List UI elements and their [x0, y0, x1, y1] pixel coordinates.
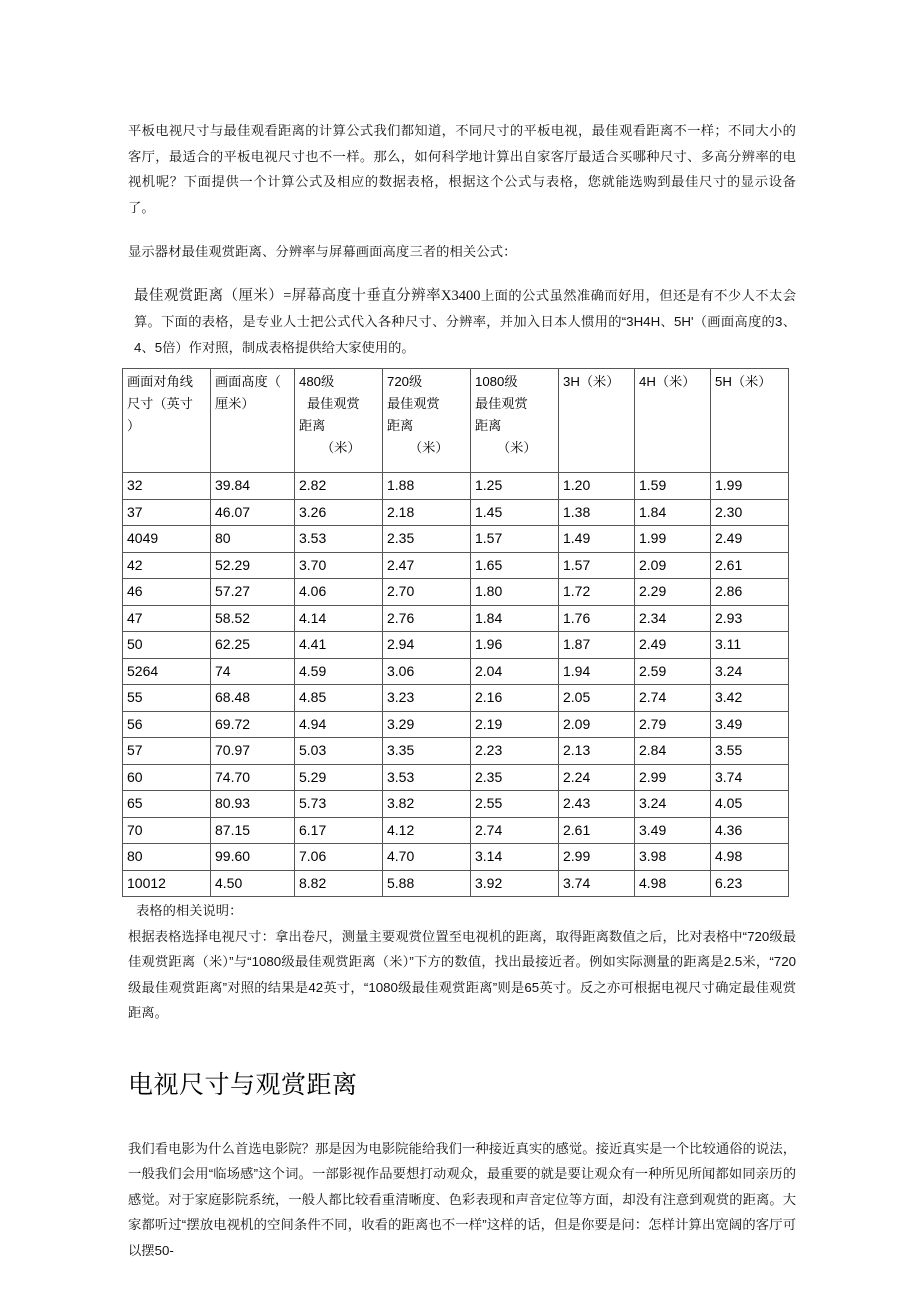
table-cell: 4049: [123, 526, 211, 553]
table-cell: 5264: [123, 658, 211, 685]
table-cell: 60: [123, 764, 211, 791]
table-column-header-line: （米）: [497, 440, 537, 455]
table-cell: 1.57: [471, 526, 559, 553]
table-cell: 4.06: [295, 579, 383, 606]
table-cell: 5.88: [383, 870, 471, 897]
table-cell: 2.24: [559, 764, 635, 791]
table-column-header: [635, 369, 711, 473]
table-cell: 1.45: [471, 499, 559, 526]
table-cell: 57.27: [211, 579, 295, 606]
table-row: [123, 738, 789, 765]
table-cell: 2.30: [711, 499, 789, 526]
table-column-header: [383, 369, 471, 473]
table-cell: 37: [123, 499, 211, 526]
table-cell: 2.74: [635, 685, 711, 712]
table-cell: 3.82: [383, 791, 471, 818]
table-cell: 46.07: [211, 499, 295, 526]
table-column-header-line: 距离: [475, 418, 502, 433]
table-column-header-line: 最佳观赏: [387, 396, 440, 411]
table-cell: 2.19: [471, 711, 559, 738]
table-cell: 3.53: [295, 526, 383, 553]
table-row: [123, 844, 789, 871]
table-cell: 10012: [123, 870, 211, 897]
table-cell: 2.79: [635, 711, 711, 738]
table-cell: 3.49: [711, 711, 789, 738]
table-cell: 1.99: [711, 473, 789, 500]
table-cell: 2.84: [635, 738, 711, 765]
table-cell: 1.88: [383, 473, 471, 500]
table-column-header: [471, 369, 559, 473]
table-cell: 3.29: [383, 711, 471, 738]
table-cell: 2.34: [635, 605, 711, 632]
table-cell: 2.23: [471, 738, 559, 765]
table-column-header-line: 画面髙度（: [215, 374, 281, 389]
table-cell: 4.36: [711, 817, 789, 844]
table-column-header-line: ）: [127, 418, 141, 433]
table-cell: 4.12: [383, 817, 471, 844]
table-cell: 2.74: [471, 817, 559, 844]
intro-paragraph-2: 显示器材最佳观赏距离、分辨率与屏幕画面高度三者的相关公式：: [128, 244, 517, 259]
table-row: [123, 632, 789, 659]
table-cell: 4.14: [295, 605, 383, 632]
table-column-header-line: 3H（米）: [563, 374, 620, 389]
table-column-header-line: 4H（米）: [639, 374, 696, 389]
table-row: [123, 658, 789, 685]
table-cell: 87.15: [211, 817, 295, 844]
table-column-header: [211, 369, 295, 473]
table-cell: 2.99: [635, 764, 711, 791]
table-cell: 2.86: [711, 579, 789, 606]
table-cell: 47: [123, 605, 211, 632]
formula-explanation: 上面的公式虽然准确而好用，但还是有不少人不太会算。下面的表格，是专业人士把公式代入各种尺寸、分辨率，并加入日本人惯用的“3H4H、5H'（画面高度的3、4、5倍）作对照，制成表格提供给大家使用的。: [134, 287, 796, 355]
table-cell: 1.76: [559, 605, 635, 632]
table-cell: 2.94: [383, 632, 471, 659]
table-cell: 3.55: [711, 738, 789, 765]
table-column-header: [295, 369, 383, 473]
table-cell: 5.73: [295, 791, 383, 818]
table-cell: 2.29: [635, 579, 711, 606]
table-cell: 3.23: [383, 685, 471, 712]
table-cell: 2.55: [471, 791, 559, 818]
table-cell: 39.84: [211, 473, 295, 500]
table-cell: 2.13: [559, 738, 635, 765]
table-cell: 4.50: [211, 870, 295, 897]
table-row: [123, 870, 789, 897]
table-column-header-line: 最佳观赏: [475, 396, 528, 411]
table-cell: 4.98: [635, 870, 711, 897]
intro-paragraph-1: 平板电视尺寸与最佳观看距离的计算公式我们都知道，不同尺寸的平板电视，最佳观看距离不一样；不同大小的客厅，最适合的平板电视尺寸也不一样。那么，如何科学地计算出自家客厅最适合买哪种尺寸、多高分辨率的电视机呢？下面提供一个计算公式及相应的数据表格，根据这个公式与表格，您就能选购到最佳尺寸的显示设备了。: [128, 123, 796, 215]
table-cell: 3.42: [711, 685, 789, 712]
section-paragraph: 我们看电影为什么首选电影院？那是因为电影院能给我们一种接近真实的感觉。接近真实是一个比较通俗的说法，一般我们会用“临场感”这个词。一部影视作品要想打动观众，最重要的就是要让观众有一种所见所闻都如同亲历的感觉。对于家庭影院系统，一般人都比较看重清晰度、色彩表现和声音定位等方面，却没有注意到观赏的距离。大家都听过“摆放电视机的空间条件不同，收看的距离也不一样”这样的话，但是你要是问：怎样计算出宽阔的客厅可以摆50-: [128, 1140, 796, 1258]
table-header-row: [123, 369, 789, 473]
table-cell: 3.24: [635, 791, 711, 818]
table-cell: 50: [123, 632, 211, 659]
table-column-header-line: 尺寸（英寸: [127, 396, 193, 411]
table-row: [123, 499, 789, 526]
table-cell: 1.84: [471, 605, 559, 632]
table-row: [123, 526, 789, 553]
table-cell: 3.24: [711, 658, 789, 685]
table-note-heading: 表格的相关说明：: [136, 903, 243, 918]
table-cell: 7.06: [295, 844, 383, 871]
table-column-header: [123, 369, 211, 473]
table-cell: 2.76: [383, 605, 471, 632]
table-cell: 1.94: [559, 658, 635, 685]
table-cell: 1.20: [559, 473, 635, 500]
table-row: [123, 579, 789, 606]
table-cell: 2.70: [383, 579, 471, 606]
table-cell: 3.53: [383, 764, 471, 791]
table-cell: 1.99: [635, 526, 711, 553]
table-column-header-line: 距离: [299, 418, 326, 433]
table-cell: 3.98: [635, 844, 711, 871]
table-cell: 4.70: [383, 844, 471, 871]
table-cell: 69.72: [211, 711, 295, 738]
table-cell: 1.96: [471, 632, 559, 659]
table-cell: 2.82: [295, 473, 383, 500]
table-cell: 70.97: [211, 738, 295, 765]
table-cell: 32: [123, 473, 211, 500]
table-column-header-line: 厘米）: [215, 396, 255, 411]
table-cell: 2.47: [383, 552, 471, 579]
table-cell: 1.87: [559, 632, 635, 659]
table-cell: 3.70: [295, 552, 383, 579]
table-cell: 52.29: [211, 552, 295, 579]
table-cell: 3.74: [711, 764, 789, 791]
table-cell: 2.35: [383, 526, 471, 553]
table-row: [123, 764, 789, 791]
table-cell: 58.52: [211, 605, 295, 632]
table-cell: 3.14: [471, 844, 559, 871]
table-cell: 3.06: [383, 658, 471, 685]
table-row: [123, 605, 789, 632]
table-row: [123, 685, 789, 712]
table-cell: 74: [211, 658, 295, 685]
table-cell: 80.93: [211, 791, 295, 818]
table-cell: 80: [211, 526, 295, 553]
table-cell: 1.57: [559, 552, 635, 579]
table-note-body: 根据表格选择电视尺寸：拿出卷尺，测量主要观赏位置至电视机的距离，取得距离数值之后，比对表格中“720级最佳观赏距离（米）”与“1080级最佳观赏距离（米）”下方的数值，找出最接近者。例如实际测量的距离是2.5米，“720级最佳观赏距离”对照的结果是42英寸，“1080级最佳观赏距离”则是65英寸。反之亦可根据电视尺寸确定最佳观赏距离。: [128, 928, 796, 1020]
table-cell: 4.85: [295, 685, 383, 712]
table-column-header-line: 480级: [299, 374, 335, 389]
table-cell: 4.98: [711, 844, 789, 871]
table-column-header: [559, 369, 635, 473]
table-cell: 2.61: [559, 817, 635, 844]
table-cell: 55: [123, 685, 211, 712]
table-cell: 2.49: [635, 632, 711, 659]
table-cell: 42: [123, 552, 211, 579]
table-cell: 1.49: [559, 526, 635, 553]
table-cell: 4.05: [711, 791, 789, 818]
table-cell: 6.17: [295, 817, 383, 844]
table-cell: 99.60: [211, 844, 295, 871]
table-column-header-line: 距离: [387, 418, 414, 433]
table-column-header-line: 1080级: [475, 374, 518, 389]
table-cell: 5.29: [295, 764, 383, 791]
table-column-header-line: （米）: [321, 440, 361, 455]
table-column-header-line: （米）: [409, 440, 449, 455]
table-column-header-line: 5H（米）: [715, 374, 772, 389]
table-cell: 2.99: [559, 844, 635, 871]
table-row: [123, 711, 789, 738]
table-cell: 4.59: [295, 658, 383, 685]
table-cell: 1.38: [559, 499, 635, 526]
table-body: [123, 473, 789, 897]
table-column-header: [711, 369, 789, 473]
table-column-header-line: 最佳观赏: [307, 396, 360, 411]
table-row: [123, 817, 789, 844]
table-cell: 2.18: [383, 499, 471, 526]
table-column-header-line: 画面对角线: [127, 374, 193, 389]
table-cell: 74.70: [211, 764, 295, 791]
table-cell: 5.03: [295, 738, 383, 765]
table-cell: 56: [123, 711, 211, 738]
table-cell: 2.49: [711, 526, 789, 553]
table-cell: 3.11: [711, 632, 789, 659]
formula-expression: 最佳观赏距离（厘米）=屏幕高度十垂直分辨率X3400: [134, 287, 481, 304]
table-cell: 1.59: [635, 473, 711, 500]
table-column-header-line: 720级: [387, 374, 423, 389]
formula-paragraph: [134, 283, 796, 361]
table-cell: 8.82: [295, 870, 383, 897]
table-cell: 2.61: [711, 552, 789, 579]
table-cell: 2.35: [471, 764, 559, 791]
table-cell: 46: [123, 579, 211, 606]
table-cell: 2.59: [635, 658, 711, 685]
table-cell: 62.25: [211, 632, 295, 659]
table-cell: 3.92: [471, 870, 559, 897]
table-row: [123, 791, 789, 818]
table-cell: 1.80: [471, 579, 559, 606]
tv-size-distance-table: [122, 368, 789, 897]
table-cell: 65: [123, 791, 211, 818]
table-cell: 1.84: [635, 499, 711, 526]
table-cell: 1.65: [471, 552, 559, 579]
table-cell: 3.26: [295, 499, 383, 526]
table-cell: 6.23: [711, 870, 789, 897]
table-cell: 2.16: [471, 685, 559, 712]
table-cell: 80: [123, 844, 211, 871]
table-cell: 1.72: [559, 579, 635, 606]
table-cell: 4.94: [295, 711, 383, 738]
table-cell: 3.35: [383, 738, 471, 765]
table-cell: 2.93: [711, 605, 789, 632]
table-cell: 70: [123, 817, 211, 844]
table-row: [123, 473, 789, 500]
table-cell: 2.04: [471, 658, 559, 685]
table-cell: 68.48: [211, 685, 295, 712]
table-cell: 2.09: [559, 711, 635, 738]
table-row: [123, 552, 789, 579]
table-cell: 2.43: [559, 791, 635, 818]
table-cell: 2.09: [635, 552, 711, 579]
table-cell: 57: [123, 738, 211, 765]
table-header: [123, 369, 789, 473]
table-cell: 3.49: [635, 817, 711, 844]
table-cell: 3.74: [559, 870, 635, 897]
table-cell: 2.05: [559, 685, 635, 712]
table-cell: 4.41: [295, 632, 383, 659]
table-cell: 1.25: [471, 473, 559, 500]
section-title: 电视尺寸与观赏距离: [128, 1070, 358, 1099]
